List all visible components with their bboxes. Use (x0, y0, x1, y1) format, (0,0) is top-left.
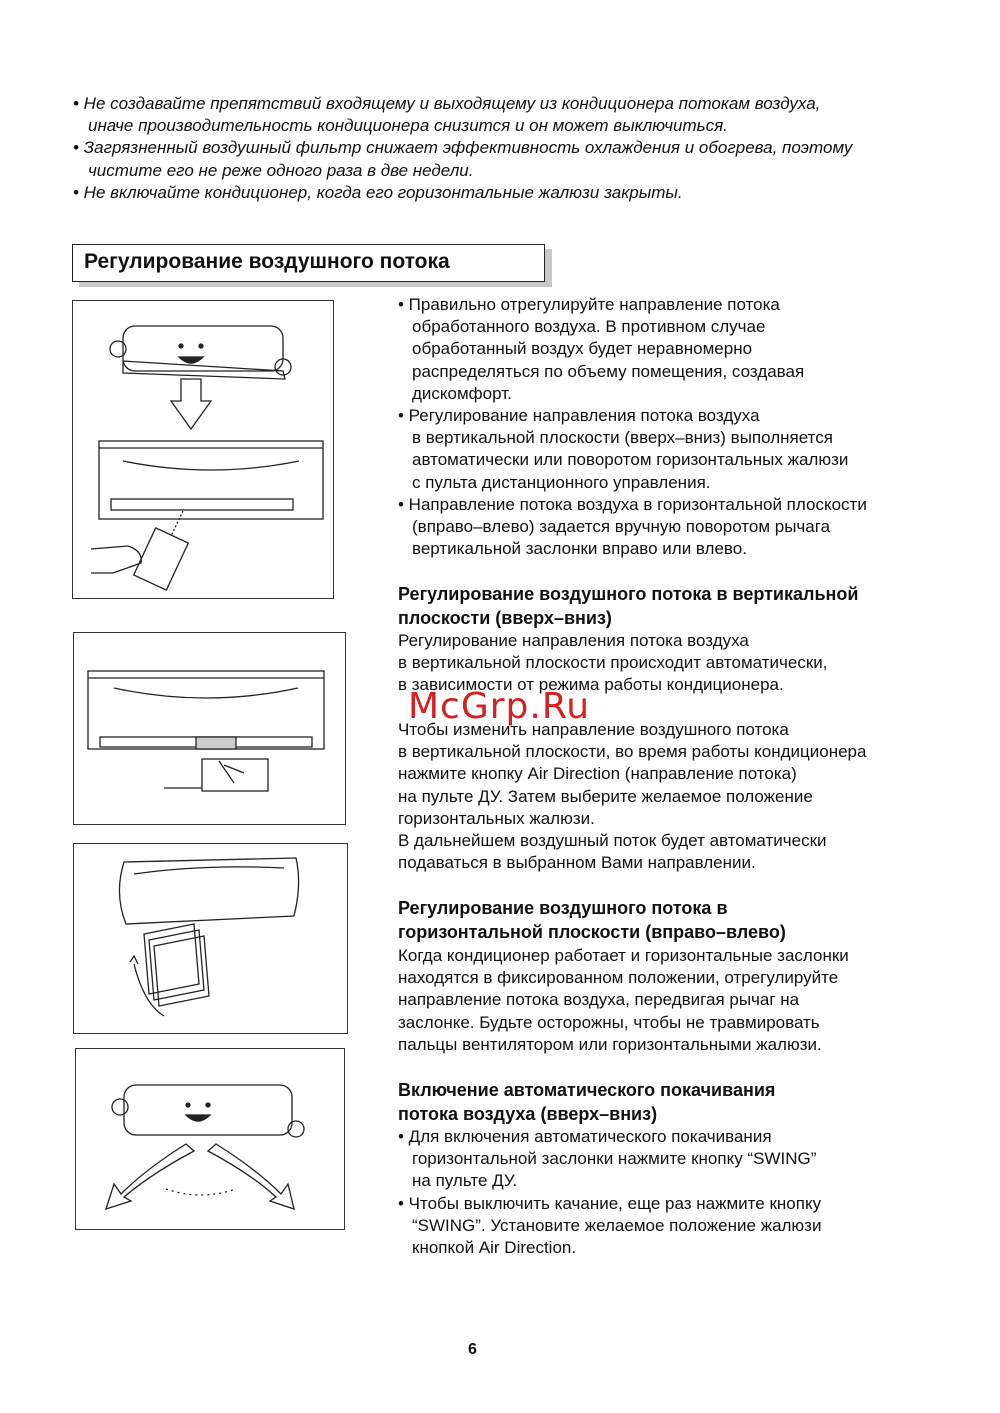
text-line: находятся в фиксированном положении, отрегулируйте (398, 968, 839, 988)
text-line: дискомфорт. (412, 383, 512, 403)
text-line: нажмите кнопку Air Direction (направление потока) (398, 764, 797, 784)
text-line: “SWING”. Установите желаемое положение жалюзи (412, 1215, 822, 1235)
section-title-box (72, 244, 545, 282)
text-line: вертикальной заслонки вправо или влево. (412, 539, 747, 559)
figure-ac-remote-control (72, 300, 334, 599)
text-line: • Направление потока воздуха в горизонтальной плоскости (398, 494, 867, 514)
text-line: кнопкой Air Direction. (412, 1238, 577, 1258)
text-line: на пульте ДУ. Затем выберите желаемое положение (398, 786, 813, 806)
text-line: в вертикальной плоскости, во время работы кондиционера (398, 742, 867, 762)
heading-swing (398, 1078, 775, 1126)
text-line: обработанного воздуха. В противном случае (412, 317, 766, 337)
text-line: пальцы вентилятором или горизонтальными жалюзи. (398, 1034, 822, 1054)
text-line: Включение автоматического покачивания (398, 1080, 776, 1100)
text-line: • Не включайте кондиционер, когда его горизонтальные жалюзи закрыты. (73, 182, 683, 202)
text-line: (вправо–влево) задается вручную поворотом рычага (412, 517, 831, 537)
text-line: чистите его не реже одного раза в две недели. (88, 160, 474, 180)
text-line: В дальнейшем воздушный поток будет автоматически (398, 831, 827, 851)
text-line: горизонтальной заслонки нажмите кнопку “SWING” (412, 1149, 817, 1169)
top-notes (73, 93, 852, 204)
text-line: • Загрязненный воздушный фильтр снижает эффективность охлаждения и обогрева, поэтому (73, 138, 853, 158)
text-line: Регулирование воздушного потока в (398, 898, 728, 918)
text-line: • Для включения автоматического покачивания (398, 1127, 772, 1146)
text-line: подаваться в выбранном Вами направлении. (398, 853, 756, 873)
text-line: Регулирование воздушного потока в вертикальной (398, 584, 859, 604)
page-number: 6 (468, 1341, 477, 1358)
text-line: Чтобы изменить направление воздушного потока (398, 720, 789, 739)
text-line: • Не создавайте препятствий входящему и выходящему из кондиционера потокам воздуха, (73, 94, 821, 113)
text-line: плоскости (вверх–вниз) (398, 608, 612, 628)
heading-vertical (398, 582, 858, 630)
text-line: в вертикальной плоскости происходит автоматически, (398, 653, 828, 673)
figure-vertical-louvers (73, 843, 348, 1034)
text-line: потока воздуха (вверх–вниз) (398, 1104, 658, 1124)
figure-ac-swing (75, 1048, 345, 1230)
intro-bullets (398, 294, 867, 560)
text-line: на пульте ДУ. (412, 1171, 518, 1191)
figure-ac-louver-lever (73, 632, 346, 825)
horizontal-paragraph (398, 945, 849, 1056)
vertical-paragraph-2 (398, 719, 866, 874)
text-line: иначе производительность кондиционера снизится и он может выключиться. (88, 116, 728, 136)
text-line: в вертикальной плоскости (вверх–вниз) выполняется (412, 428, 833, 448)
text-line: • Правильно отрегулируйте направление потока (398, 295, 780, 314)
watermark: McGrp.Ru (408, 686, 591, 727)
text-line: обработанный воздух будет неравномерно (412, 339, 753, 359)
text-line: автоматически или поворотом горизонтальных жалюзи (412, 450, 849, 470)
text-line: направление потока воздуха, передвигая рычаг на (398, 990, 800, 1010)
text-line: в зависимости от режима работы кондиционера. (398, 675, 784, 695)
text-line: распределяться по объему помещения, создавая (412, 361, 805, 381)
section-title: Регулирование воздушного потока (84, 250, 450, 273)
text-line: Регулирование направления потока воздуха (398, 631, 749, 650)
text-line: горизонтальной плоскости (вправо–влево) (398, 922, 786, 942)
text-line: • Чтобы выключить качание, еще раз нажмите кнопку (398, 1193, 822, 1213)
text-line: заслонке. Будьте осторожны, чтобы не травмировать (398, 1012, 820, 1032)
swing-paragraph (398, 1126, 821, 1259)
text-line: горизонтальных жалюзи. (398, 808, 595, 828)
text-line: с пульта дистанционного управления. (412, 472, 711, 492)
text-line: Когда кондиционер работает и горизонтальные заслонки (398, 946, 849, 965)
text-line: • Регулирование направления потока воздуха (398, 406, 760, 426)
heading-horizontal (398, 896, 786, 944)
